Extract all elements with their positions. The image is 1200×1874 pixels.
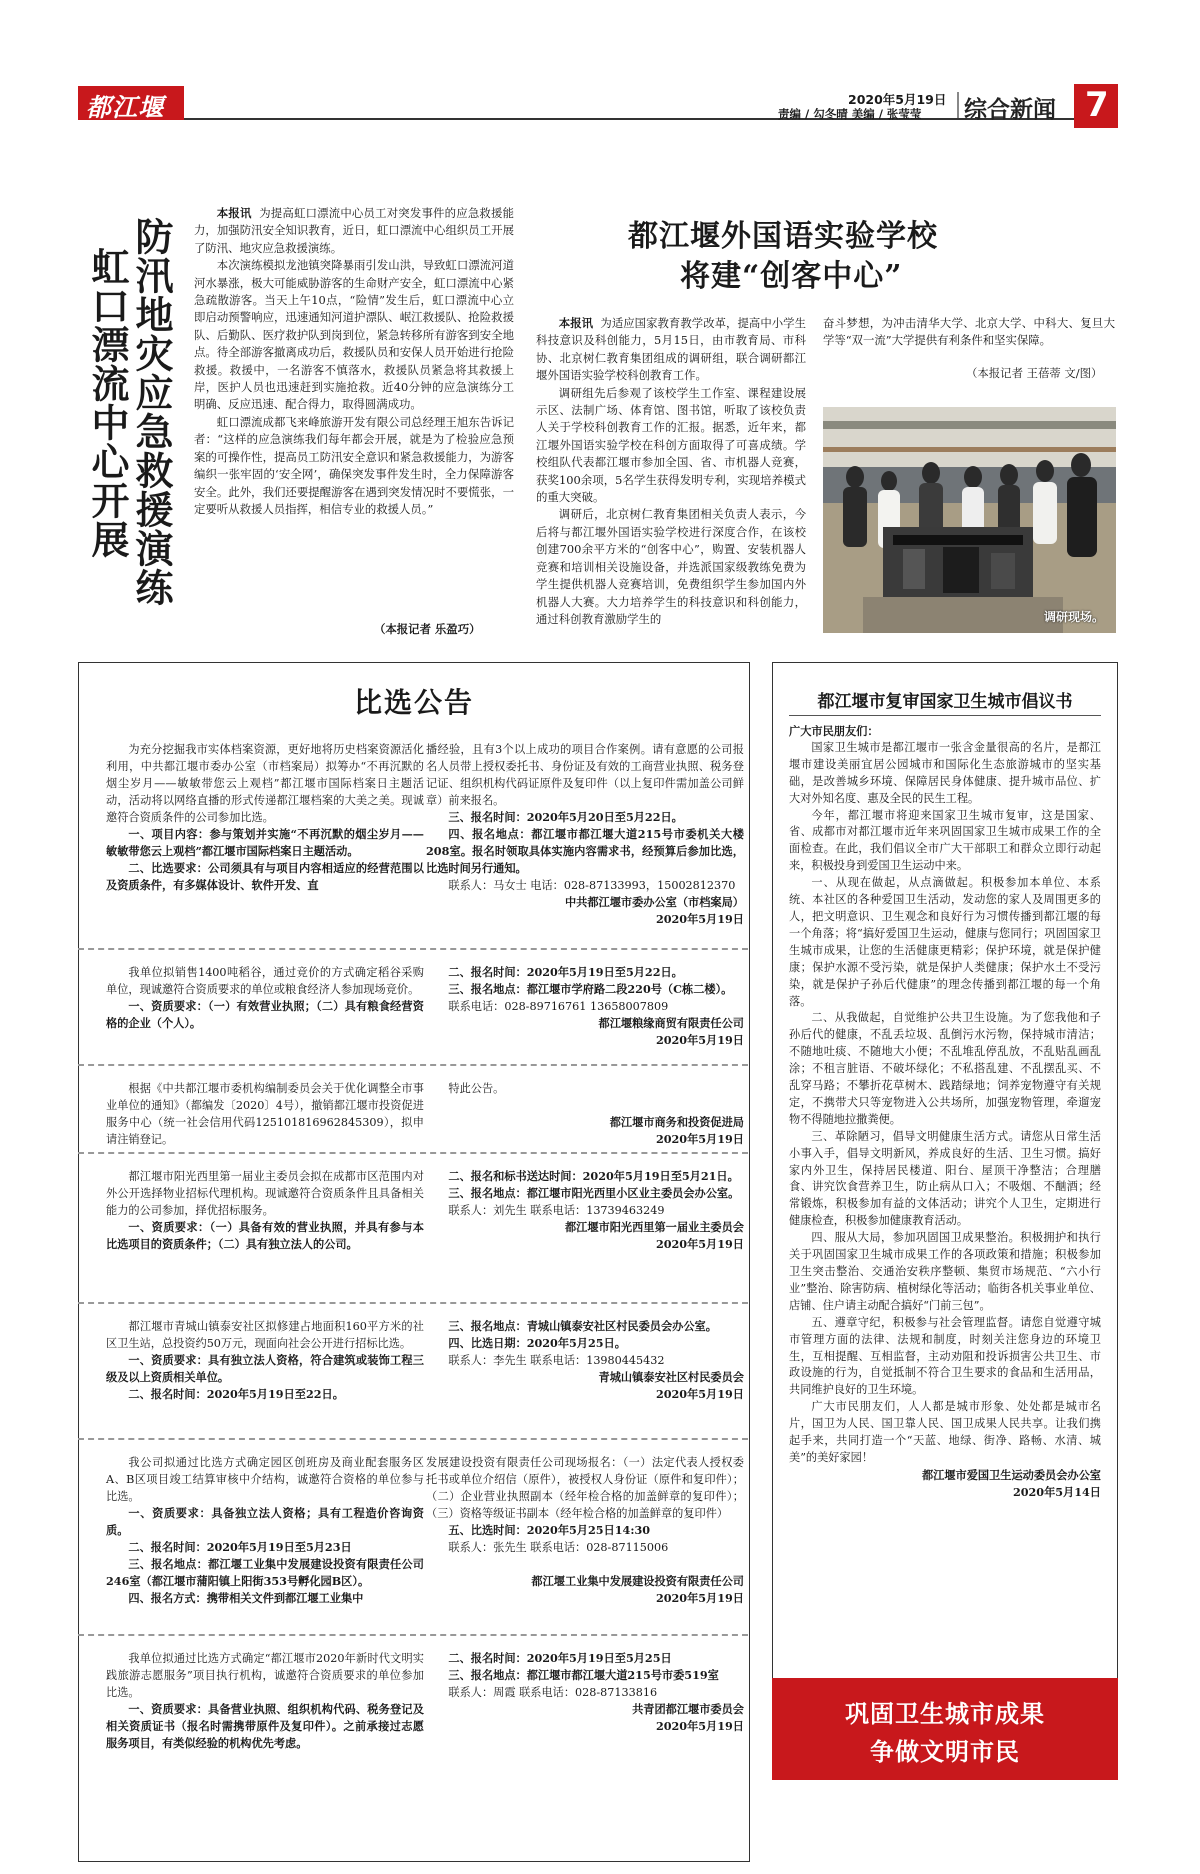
notice-para: 三、报名时间：2020年5月20日至5月22日。 [448,810,683,824]
notice-volunteer [78,1634,748,1756]
article1-p2: 本次演练模拟龙池镇突降暴雨引发山洪，导致虹口漂流河道河水暴涨，极大可能威胁游客的生命财产安全，虹口漂流中心紧急疏散游客。当天上午10点，“险情”发生后，虹口漂流中心立即启动预警响应，迅速通知河道护漂队、岷江救援队、抢险救援队、后勤队、医疗救护队到岗到位，紧急转移所有游客到安全地点。待全部游客撤离成功后，救援队员和安保人员开始进行抢险救援。救援中，一名游客不慎落水，救援队员紧急将其救援上岸，医护人员也迅速赶到实施抢救。近40分钟的应急演练分工明确、反应迅速、配合得力，取得圆满成功。 [194,258,514,412]
notice-col [426,1168,744,1253]
notice-col [106,964,424,1032]
proposal-date: 2020年5月14日 [1012,1484,1101,1499]
article2-headline-2: 将建“创客中心” [680,259,903,294]
notice-para: 联系人：周霞 联系电话：028-87133816 [448,1686,658,1699]
issue-date: 2020年5月19日 [848,92,947,107]
notice-signer: 都江堰粮缘商贸有限责任公司 [598,1016,744,1030]
notice-date: 2020年5月19日 [655,1719,744,1733]
notice-para: 一、项目内容：参与策划并实施“不再沉默的烟尘岁月——敏敏带您云上观档”都江堰市国际档案日主题活动。 [106,827,424,858]
proposal-salutation: 广大市民朋友们： [789,724,879,738]
notice-para: 为充分挖掘我市实体档案资源，更好地将历史档案资源活化利用，中共都江堰市委办公室（市档案局）拟筹办“不再沉默的烟尘岁月——敏敏带您云上观档”都江堰市国际档案日主题活动，活动将以网络直播的形式传递都江堰档案的大美之美。现诚邀符合资质条件的公司参加比选。 [106,743,424,824]
notice-para: 一、资质要求：（一）具备有效的营业执照，并具有参与本比选项目的资质条件；（二）具有独立法人的公司。 [106,1220,424,1251]
proposal-title: 都江堰市复审国家卫生城市倡议书 [817,692,1073,712]
notice-para: 都江堰市阳光西里第一届业主委员会拟在成都市区范围内对外公开选择物业招标代理机构。现诚邀符合资质条件且具备相关能力的公司参加，择优招标服务。 [106,1170,424,1217]
notice-para: 特此公告。 [448,1082,505,1095]
notice-para: 三、报名地点：都江堰工业集中发展建设投资有限责任公司246室（都江堰市蒲阳镇上阳街353号孵化园B区）。 [106,1557,424,1588]
notice-signer: 共青团都江堰市委员会 [632,1702,744,1716]
notice-date: 2020年5月19日 [655,1237,744,1251]
notice-para: 联系电话：028-89716761 13658007809 [448,1000,669,1013]
article-drill [78,205,518,645]
proposal-para: 国家卫生城市是都江堰市一张含金量很高的名片，是都江堰市建设美丽宜居公园城市和国际化生态旅游城市的坚实基础，是改善城乡环境、保障居民身体健康、提升城市品位、扩大对外知名度、惠及全民的民生工程。 [789,740,1101,805]
masthead [0,0,1200,158]
headline-vertical-1: 防汛地灾应急救援演练 [129,217,174,607]
robot-display [863,527,1063,633]
notice-date: 2020年5月19日 [655,1033,744,1047]
notice-col [106,1650,424,1752]
notice-para: 联系人：张先生 联系电话：028-87115006 [448,1541,669,1554]
notice-para: 播经验，且有3个以上成功的项目合作案例。请有意愿的公司报名人员带上授权委托书、身份证及有效的工商营业执照、税务登记证、组织机构代码证原件及复印件（以上复印件需加盖公司鲜章）前来报名。 [426,743,744,807]
article2-body [536,315,806,628]
notice-para: 三、报名地点：都江堰市都江堰大道215号市委519室 [448,1668,719,1682]
notice-date: 2020年5月19日 [655,1591,744,1605]
proposal-body [789,723,1101,1501]
notice-audit [78,1438,748,1626]
notice-para: 二、比选要求：公司须具有与项目内容相适应的经营范围以及资质条件，有多媒体设计、软件开发、直 [106,861,424,892]
notice-para: 联系人：马女士 电话：028-87133993，15002812370 [448,879,736,892]
headline-vertical-2: 虹口漂流中心开展 [85,247,130,559]
notice-col [106,1318,424,1403]
proposal-signer: 都江堰市爱国卫生运动委员会办公室 [921,1467,1101,1482]
slogan-line-2: 争做文明市民 [870,1737,1020,1766]
proposal-para: 五、遵章守纪，积极参与社会管理监督。请您自觉遵守城市管理方面的法律、法规和制度，时刻关注您身边的环境卫生，互相提醒、互相监督，主动劝阻和投诉损害公共卫生、市政设施的行为，自觉抵制不符合卫生要求的食品和生活用品，共同维护良好的卫生环境。 [789,1315,1101,1397]
proposal-para: 广大市民朋友们，人人都是城市形象、处处都是城市名片，国卫为人民、国卫靠人民、国卫成果人民共享。让我们携起手来，共同打造一个“天蓝、地绿、街净、路畅、水清、城美”的美好家园！ [789,1400,1101,1464]
notice-title: 比选公告 [353,686,474,719]
slogan-line-1: 巩固卫生城市成果 [845,1699,1045,1728]
notice-para: 二、报名时间：2020年5月19日至5月23日 [128,1540,352,1554]
article2-headline-1: 都江堰外国语实验学校 [628,219,938,254]
notice-property [78,1152,748,1294]
notice-col [426,1454,744,1607]
article2-p3: 调研后，北京树仁教育集团相关负责人表示，今后将与都江堰外国语实验学校进行深度合作，在该校创建700余平方米的“创客中心”，购置、安装机器人竞赛和培训相关设施设备，并选派国家级教练免费为学生提供机器人竞赛培训，免费组织学生参加国内外机器人大赛。大力培养学生的科技意识和科创能力，通过科创教育激励学生的 [536,507,806,626]
proposal-para: 三、革除陋习，倡导文明健康生活方式。请您从日常生活小事入手，倡导文明新风，养成良好的生活、卫生习惯。搞好家内外卫生，保持居民楼道、阳台、屋顶干净整洁；合理膳食、讲究饮食营养卫生，防止病从口入；不吸烟、不酗酒；经常锻炼，积极参加有益的文体活动；讲究个人卫生，定期进行健康检查，积极参加健康教育活动。 [789,1129,1101,1228]
article1-lead: 本报讯 [216,206,252,220]
notice-col [106,1454,424,1607]
notice-para: 四、报名地点：都江堰市都江堰大道215号市委机关大楼208室。报名时领取具体实施内容需求书，经预算后参加比选，比选时间另行通知。 [426,827,744,875]
proposal-para: 二、从我做起，自觉维护公共卫生设施。为了您我他和子孙后代的健康，不乱丢垃圾、乱倒污水污物，保持城市清洁；不随地吐痰、不随地大小便；不乱堆乱停乱放，不乱贴乱画乱涂；不租言脏语、不破坏绿化；不私搭乱建、不乱摆乱买、不乱穿马路；不攀折花草树木、践踏绿地；饲养宠物遵守有关规定，不携带犬只等宠物进入公共场所，加强宠物管理，牵遛宠物不得随地拉撒粪便。 [789,1011,1101,1126]
article1-p1: 为提高虹口漂流中心员工对突发事件的应急救援能力，加强防汛安全知识教育，近日，虹口漂流中心组织员工开展了防汛、地灾应急救援演练。 [194,206,514,255]
notice-archives [78,727,748,937]
proposal-para: 一、从现在做起，从点滴做起。积极参加本单位、本系统、本社区的各种爱国卫生活动，发动您的家人及周围更多的人，把文明意识、卫生观念和良好行为习惯传播到都江堰的每一个角落；将“搞好爱国卫生运动，健康与您同行；巩固国家卫生城市成果，让您的生活健康更精彩；保护环境，就是保护健康；保护水源不受污染，就是保护人类健康；保护水土不受污染，就是保护子孙后代健康”的理念传播到都江堰的每一个角落。 [789,876,1101,1008]
notice-para: 发展建设投资有限责任公司现场报名：（一）法定代表人授权委托书或单位介绍信（原件），被授权人身份证（原件和复印件）；（二）企业营业执照副本（经年检合格的加盖鲜章的复印件）；（三）资格等级证书副本（经年检合格的加盖鲜章的复印件） [426,1456,744,1520]
notice-signer: 都江堰市商务和投资促进局 [609,1115,744,1129]
notice-date: 2020年5月19日 [655,1132,744,1146]
notice-para: 根据《中共都江堰市委机构编制委员会关于优化调整全市事业单位的通知》（都编发〔2020〕4号），撤销都江堰市投资促进服务中心（统一社会信用代码125101816962845309），拟申请注销登记。 [106,1082,424,1146]
article1-body [194,205,514,518]
article1-p3: 虹口漂流成都飞来峰旅游开发有限公司总经理王旭东告诉记者：“这样的应急演练我们每年都会开展，就是为了检验应急预案的可操作性，提高员工防汛安全意识和紧急救援能力，为游客编织一张牢固的‘安全网’，确保突发事件发生时，全力保障游客安全。此外，我们还要提醒游客在遇到突发情况时不要慌张，一定要听从救援人员指挥，相信专业的救援人员。” [194,414,514,516]
notice-para: 一、资质要求：（一）有效营业执照；（二）具有粮食经营资格的企业（个人）。 [106,999,424,1030]
notice-para: 我单位拟通过比选方式确定“都江堰市2020年新时代文明实践旅游志愿服务”项目执行机构，诚邀符合资质要求的单位参加比选。 [106,1652,424,1699]
notice-col [426,1080,744,1148]
notice-para: 我公司拟通过比选方式确定园区创班房及商业配套服务区A、B区项目竣工结算审核中介结构，诚邀符合资格的单位参与比选。 [106,1456,424,1503]
slogan-banner [772,1678,1118,1780]
notice-date: 2020年5月19日 [655,1387,744,1401]
photo-caption: 调研现场。 [1043,610,1104,624]
article-school [536,205,1116,645]
notice-para: 五、比选时间：2020年5月25日14:30 [448,1523,651,1537]
notice-para: 联系人：李先生 联系电话：13980445432 [448,1354,665,1367]
notice-para: 二、报名时间：2020年5月19日至22日。 [128,1387,344,1401]
proposal-title-rule [789,715,1101,716]
notice-para: 二、报名和标书送达时间：2020年5月19日至5月21日。 [448,1169,739,1183]
notice-clinic [78,1302,748,1434]
proposal-para: 四、服从大局，参加巩固国卫成果整治。积极拥护和执行关于巩固国家卫生城市成果工作的各项政策和措施；积极参加卫生突击整治、交通治安秩序整顿、集贸市场规范、“六小行业”整治、除害防病、植树绿化等活动；临街各机关事业单位、店铺、住户请主动配合搞好“门前三包”。 [789,1231,1101,1312]
notice-para: 一、资质要求：具备独立法人资格；具有工程造价咨询资质。 [106,1506,424,1537]
article2-lead: 本报讯 [558,316,594,330]
notice-para: 三、报名地点：都江堰市学府路二段220号（C栋二楼）。 [448,982,733,996]
article2-p1: 为适应国家教育教学改革，提高中小学生科技意识及科创能力，5月15日，由市教育局、市科协、北京树仁教育集团组成的调研组，联合调研都江堰外国语实验学校科创教育工作。 [536,316,806,383]
notice-col [426,1318,744,1403]
notice-signer: 都江堰工业集中发展建设投资有限责任公司 [531,1574,744,1588]
page-number-box [1074,84,1118,128]
notice-para: 三、报名地点：青城山镇泰安社区村民委员会办公室。 [448,1319,717,1333]
proposal-box [772,662,1118,1680]
notice-para: 一、资质要求：具备营业执照、组织机构代码、税务登记及相关资质证书（报名时需携带原件及复印件）。之前承接过志愿服务项目，有类似经验的机构优先考虑。 [106,1702,424,1750]
editors: 责编 / 勾冬晴 美编 / 张莹莹 [778,107,922,121]
notice-para: 二、报名时间：2020年5月19日至5月25日 [448,1651,672,1665]
notice-para: 一、资质要求：具有独立法人资格，符合建筑或装饰工程三级及以上资质相关单位。 [106,1353,424,1384]
section-name: 综合新闻 [964,97,1056,123]
notice-col [426,1650,744,1735]
event-photo [823,407,1116,633]
notice-para: 联系人：刘先生 联系电话：13739463249 [448,1204,665,1217]
masthead-divider [957,92,959,118]
article2-p4: 奋斗梦想，为冲击清华大学、北京大学、中科大、复旦大学等“双一流”大学提供有利条件和坚实保障。 [823,316,1115,348]
notice-col [426,741,744,928]
notice-col [106,1168,424,1253]
page-number: 7 [1085,85,1109,125]
notice-para: 三、报名地点：都江堰市阳光西里小区业主委员会办公室。 [448,1186,740,1200]
logo-text: 都江堰报 [86,93,165,158]
notice-col [106,1080,424,1148]
article2-body-col2 [823,315,1115,350]
notice-deregister [78,1064,748,1166]
logo-banner [78,86,184,158]
proposal-para: 今年，都江堰市将迎来国家卫生城市复审，这是国家、省、成都市对都江堰市近年来巩固国家卫生城市成果工作的全面检查。在此，我们倡议全市广大干部职工和群众立即行动起来，积极投身到爱国卫生运动中来。 [789,808,1101,873]
notice-para: 四、报名方式：携带相关文件到都江堰工业集中 [128,1591,364,1605]
notice-col [106,741,424,894]
masthead-rule [184,118,1074,120]
article1-byline: （本报记者 乐盈巧） [374,622,481,636]
notice-date: 2020年5月19日 [655,912,744,926]
notice-signer: 中共都江堰市委办公室（市档案局） [564,895,744,909]
notice-para: 我单位拟销售1400吨稻谷，通过竞价的方式确定稻谷采购单位，现诚邀符合资质要求的单位或粮食经济人参加现场竞价。 [106,966,424,996]
notice-para: 四、比选日期：2020年5月25日。 [448,1336,626,1350]
article2-byline: （本报记者 王蓓蒂 文/图） [966,366,1103,380]
notice-para: 都江堰市青城山镇泰安社区拟修建占地面积160平方米的社区卫生站，总投资约50万元，现面向社会公开进行招标比选。 [106,1320,424,1350]
notice-signer: 都江堰市阳光西里第一届业主委员会 [564,1220,744,1234]
notice-para: 二、报名时间：2020年5月19日至5月22日。 [448,965,683,979]
notice-grain [78,948,748,1060]
article2-p2: 调研组先后参观了该校学生工作室、课程建设展示区、法制广场、体育馆、图书馆，听取了该校负责人关于学校科创教育工作的汇报。据悉，近年来，都江堰外国语实验学校在科创方面取得了可喜成绩。学校组队代表都江堰市参加全国、省、市机器人竞赛，获奖100余项，5名学生获得发明专利，实现培养模式的重大突破。 [536,385,806,505]
notice-signer: 青城山镇泰安社区村民委员会 [598,1370,744,1384]
notice-col [426,964,744,1049]
